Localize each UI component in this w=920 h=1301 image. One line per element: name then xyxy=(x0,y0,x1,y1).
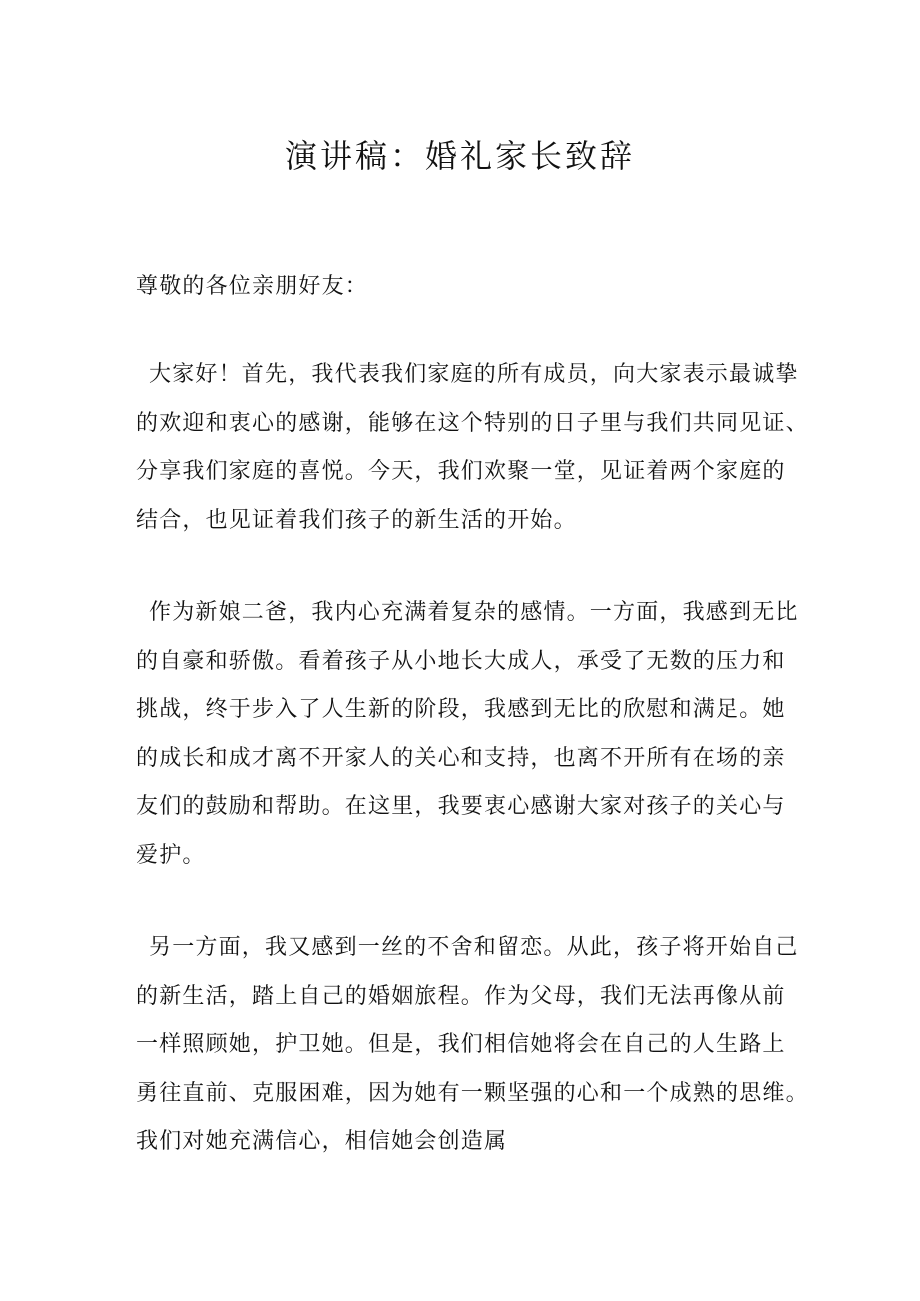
paragraph-line: 大家好！首先，我代表我们家庭的所有成员，向大家表示最诚挚 xyxy=(149,362,799,387)
document-title: 演讲稿：婚礼家长致辞 xyxy=(284,137,635,175)
paragraph-line: 分享我们家庭的喜悦。今天，我们欢聚一堂，见证着两个家庭的 xyxy=(136,459,786,484)
paragraph-line: 的新生活，踏上自己的婚姻旅程。作为父母，我们无法再像从前 xyxy=(136,983,786,1009)
paragraph-line: 的欢迎和衷心的感谢，能够在这个特别的日子里与我们共同见证、 xyxy=(136,410,809,436)
paragraph-3 xyxy=(136,924,816,1167)
paragraph-line: 友们的鼓励和帮助。在这里，我要衷心感谢大家对孩子的关心与 xyxy=(136,794,786,819)
paragraph-line: 作为新娘二爸，我内心充满着复杂的感情。一方面，我感到无比 xyxy=(149,600,799,625)
paragraph-line: 我们对她充满信心，相信她会创造属 xyxy=(136,1129,508,1154)
paragraph-2 xyxy=(136,589,816,880)
salutation-line: 尊敬的各位亲朋好友： xyxy=(136,274,369,299)
paragraph-line: 结合，也见证着我们孩子的新生活的开始。 xyxy=(136,507,577,533)
paragraph-line: 一样照顾她，护卫她。但是，我们相信她将会在自己的人生路上 xyxy=(136,1032,786,1057)
paragraph-line: 的自豪和骄傲。看着孩子从小地长大成人，承受了无数的压力和 xyxy=(136,648,786,674)
paragraph-line: 的成长和成才离不开家人的关心和支持，也离不开所有在场的亲 xyxy=(136,745,786,771)
salutation xyxy=(136,263,816,312)
paragraph-line: 爱护。 xyxy=(136,842,206,868)
paragraph-line: 另一方面，我又感到一丝的不舍和留恋。从此，孩子将开始自己 xyxy=(149,935,799,960)
paragraph-1 xyxy=(136,351,816,545)
paragraph-line: 勇往直前、克服困难，因为她有一颗坚强的心和一个成熟的思维。 xyxy=(136,1080,809,1106)
paragraph-line: 挑战，终于步入了人生新的阶段，我感到无比的欣慰和满足。她 xyxy=(136,697,786,722)
